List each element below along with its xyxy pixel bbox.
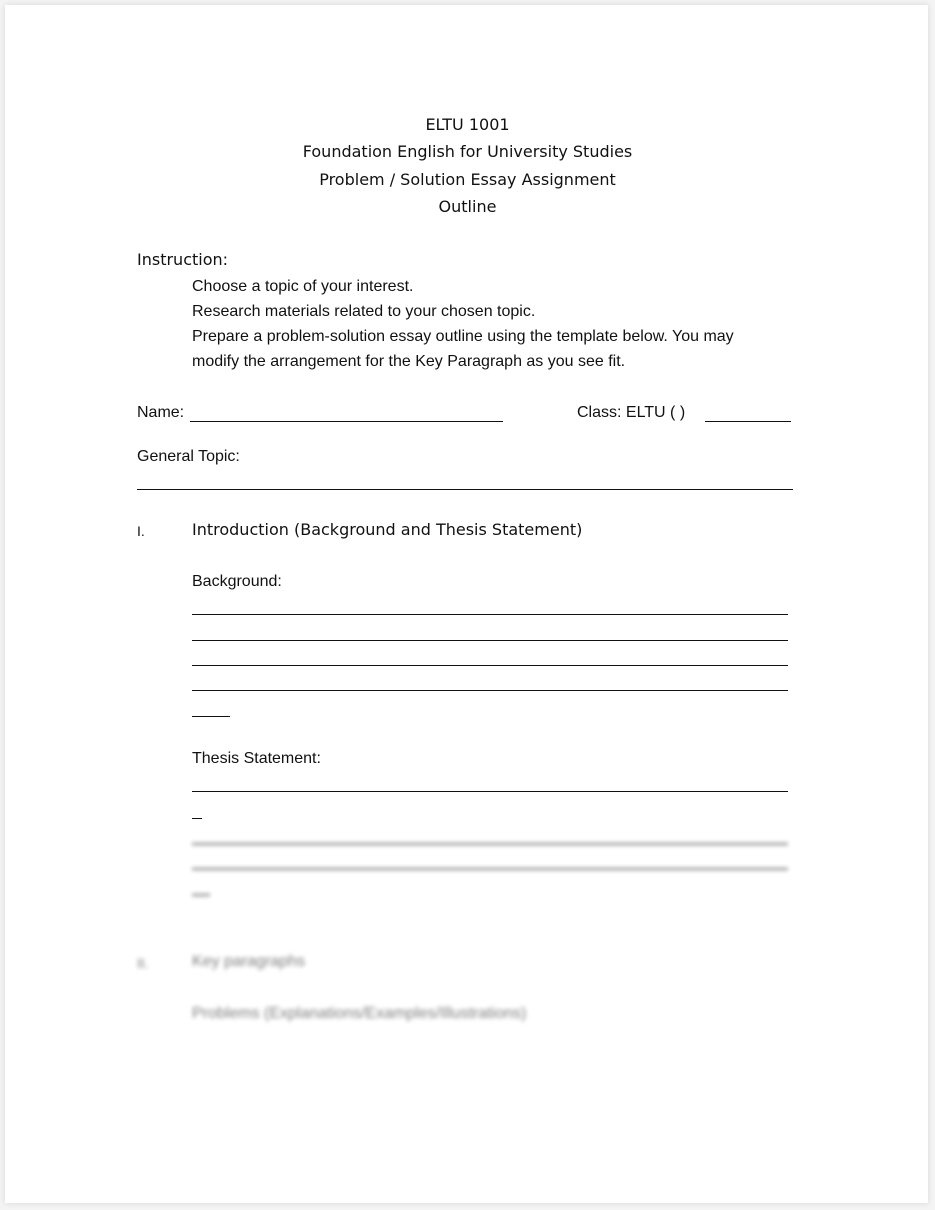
assignment-title: Problem / Solution Essay Assignment — [319, 170, 616, 189]
section-title: Introduction (Background and Thesis Statement) — [192, 520, 583, 539]
document-type: Outline — [438, 197, 497, 216]
background-blank[interactable] — [192, 640, 788, 641]
section-numeral: I. — [137, 523, 145, 539]
section-title: Key paragraphs — [192, 953, 305, 970]
background-blank[interactable] — [192, 716, 230, 717]
instruction-label: Instruction: — [137, 250, 229, 269]
thesis-blank[interactable] — [192, 894, 210, 896]
name-blank[interactable] — [190, 421, 503, 422]
thesis-blank[interactable] — [192, 843, 788, 845]
instruction-item: modify the arrangement for the Key Paragraph as you see fit. — [192, 353, 626, 370]
general-topic-blank[interactable] — [137, 489, 793, 490]
course-code: ELTU 1001 — [425, 115, 510, 134]
background-label: Background: — [192, 573, 282, 590]
section-subtitle: Problems (Explanations/Examples/Illustrations) — [192, 1005, 527, 1022]
thesis-blank[interactable] — [192, 791, 788, 792]
background-blank[interactable] — [192, 665, 788, 666]
instruction-item: Prepare a problem-solution essay outline using the template below. You may — [192, 328, 734, 345]
instruction-item: Choose a topic of your interest. — [192, 278, 414, 295]
thesis-blank[interactable] — [192, 818, 202, 819]
thesis-blank[interactable] — [192, 868, 788, 870]
class-blank[interactable] — [705, 421, 791, 422]
general-topic-label: General Topic: — [137, 448, 240, 465]
background-blank[interactable] — [192, 690, 788, 691]
thesis-label: Thesis Statement: — [192, 750, 321, 767]
background-blank[interactable] — [192, 614, 788, 615]
name-label: Name: — [137, 404, 185, 421]
class-label: Class: ELTU ( ) — [577, 404, 686, 421]
course-name: Foundation English for University Studies — [302, 142, 633, 161]
instruction-item: Research materials related to your chosen topic. — [192, 303, 536, 320]
section-numeral: II. — [137, 955, 149, 971]
